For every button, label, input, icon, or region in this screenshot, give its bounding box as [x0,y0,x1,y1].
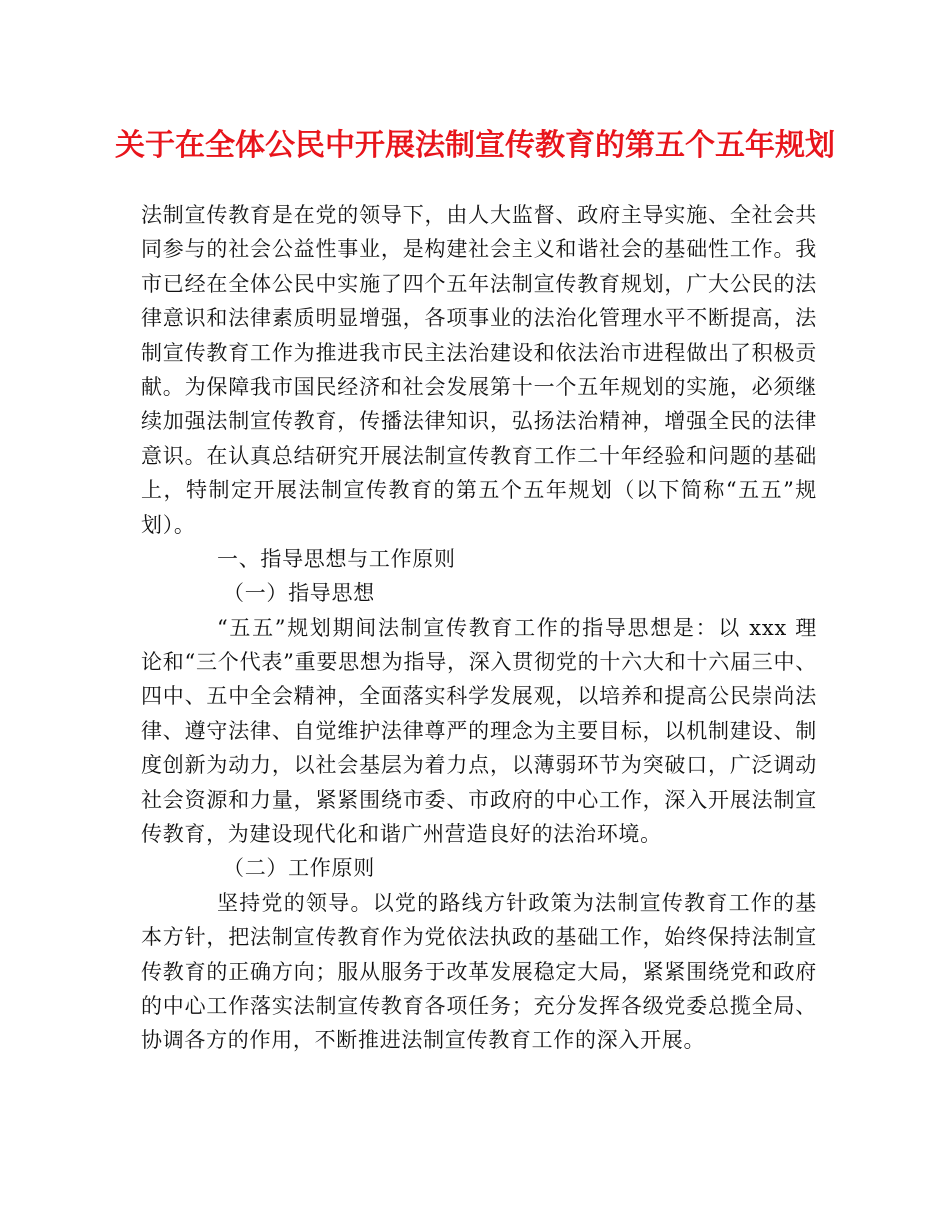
body-line: 四中、五中全会精神，全面落实科学发展观，以培养和提高公民崇尚法 [141,684,817,709]
body-line: 续加强法制宣传教育，传播法律知识，弘扬法治精神，增强全民的法律 [141,409,817,434]
body-line: 上，特制定开展法制宣传教育的第五个五年规划（以下简称“五五”规 [141,478,817,503]
subsection-heading: （一）指导思想 [223,581,375,606]
body-line: 协调各方的作用，不断推进法制宣传教育工作的深入开展。 [141,1028,706,1053]
body-line: 律、遵守法律、自觉维护法律尊严的理念为主要目标，以机制建设、制 [141,718,817,743]
body-line: 社会资源和力量，紧紧围绕市委、市政府的中心工作，深入开展法制宣 [141,787,817,812]
body-line: “五五”规划期间法制宣传教育工作的指导思想是：以 xxx 理 [217,615,817,640]
document-title: 关于在全体公民中开展法制宣传教育的第五个五年规划 [115,128,835,163]
section-heading: 一、指导思想与工作原则 [217,546,456,571]
body-line: 传教育，为建设现代化和谐广州营造良好的法治环境。 [141,822,662,847]
body-line: 律意识和法律素质明显增强，各项事业的法治化管理水平不断提高，法 [141,306,817,331]
body-line: 度创新为动力，以社会基层为着力点，以薄弱环节为突破口，广泛调动 [141,753,817,778]
body-line: 传教育的正确方向；服从服务于改革发展稳定大局，紧紧围绕党和政府 [141,959,817,984]
body-line: 划）。 [141,512,196,537]
body-line: 法制宣传教育是在党的领导下，由人大监督、政府主导实施、全社会共 [141,203,817,227]
body-line: 同参与的社会公益性事业，是构建社会主义和谐社会的基础性工作。我 [141,237,817,262]
document-body [141,198,817,1058]
body-line: 市已经在全体公民中实施了四个五年法制宣传教育规划，广大公民的法 [141,271,817,296]
body-line: 论和“三个代表”重要思想为指导，深入贯彻党的十六大和十六届三中、 [141,650,817,675]
body-line: 坚持党的领导。以党的路线方针政策为法制宣传教育工作的基 [217,890,817,915]
body-line: 的中心工作落实法制宣传教育各项任务；充分发挥各级党委总揽全局、 [141,993,817,1018]
body-line: 本方针，把法制宣传教育作为党依法执政的基础工作，始终保持法制宣 [141,925,817,950]
body-line: 献。为保障我市国民经济和社会发展第十一个五年规划的实施，必须继 [141,374,817,399]
body-line: 制宣传教育工作为推进我市民主法治建设和依法治市进程做出了积极贡 [141,340,817,365]
body-line: 意识。在认真总结研究开展法制宣传教育工作二十年经验和问题的基础 [141,443,817,468]
subsection-heading: （二）工作原则 [223,856,375,881]
